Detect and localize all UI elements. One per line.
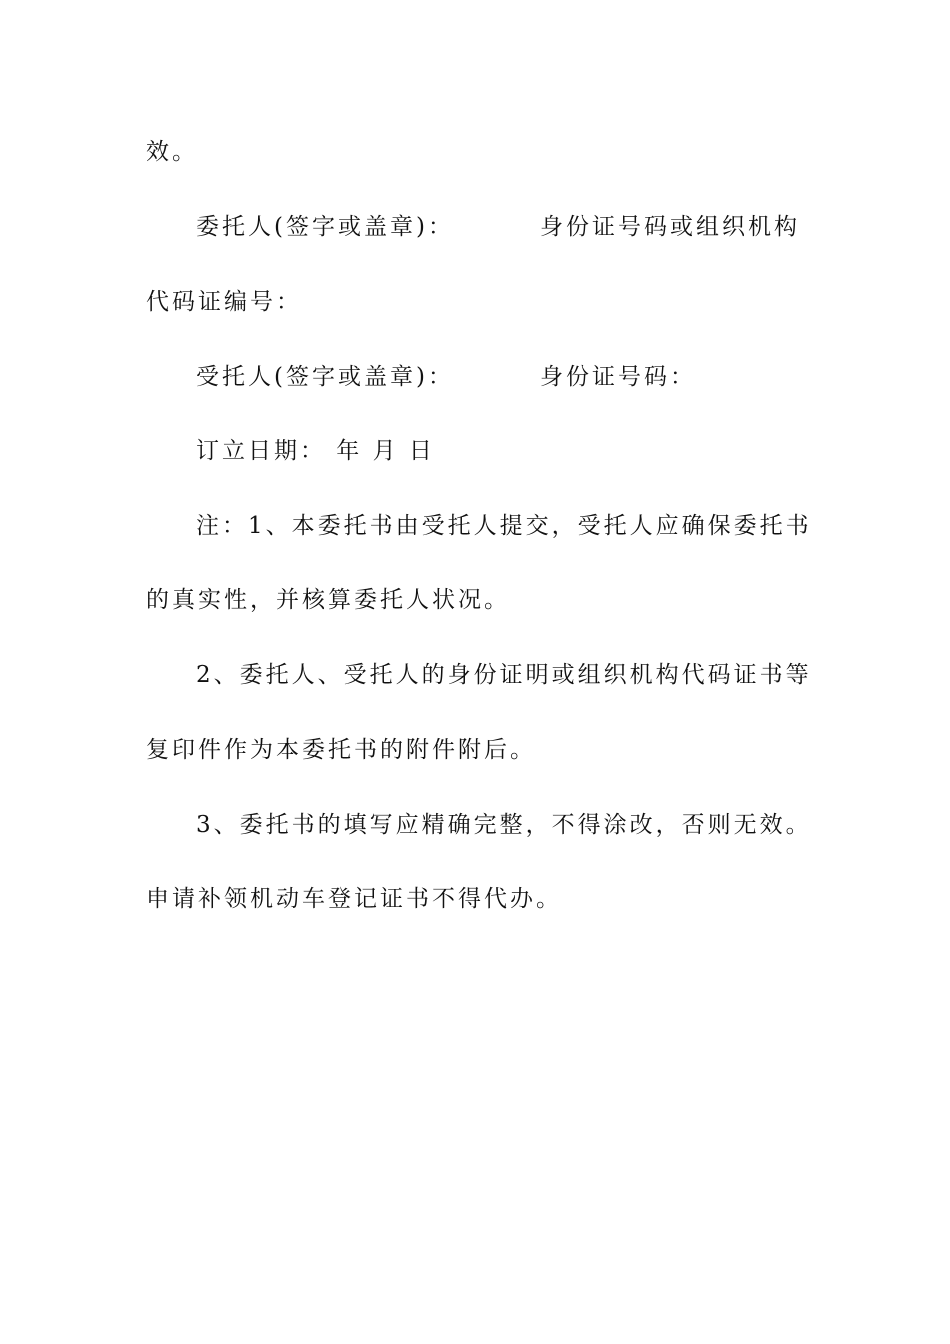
note-line: 2、委托人、受托人的身份证明或组织机构代码证书等	[196, 662, 812, 688]
text-line: 效。	[146, 139, 198, 165]
agent-signature-label: 受托人(签字或盖章)：	[196, 364, 454, 390]
note-line: 申请补领机动车登记证书不得代办。	[146, 886, 562, 912]
note-line: 3、委托书的填写应精确完整，不得涂改，否则无效。	[196, 812, 812, 838]
note-line: 的真实性，并核算委托人状况。	[146, 587, 510, 613]
note-line: 注：1、本委托书由受托人提交，受托人应确保委托书	[196, 513, 812, 539]
agent-id-label: 身份证号码：	[540, 364, 696, 390]
principal-signature-label: 委托人(签字或盖章)：	[196, 214, 454, 240]
date-line: 订立日期： 年 月 日	[196, 438, 435, 464]
text-line: 代码证编号：	[146, 289, 302, 315]
note-line: 复印件作为本委托书的附件附后。	[146, 737, 536, 763]
principal-id-label: 身份证号码或组织机构	[540, 214, 800, 240]
